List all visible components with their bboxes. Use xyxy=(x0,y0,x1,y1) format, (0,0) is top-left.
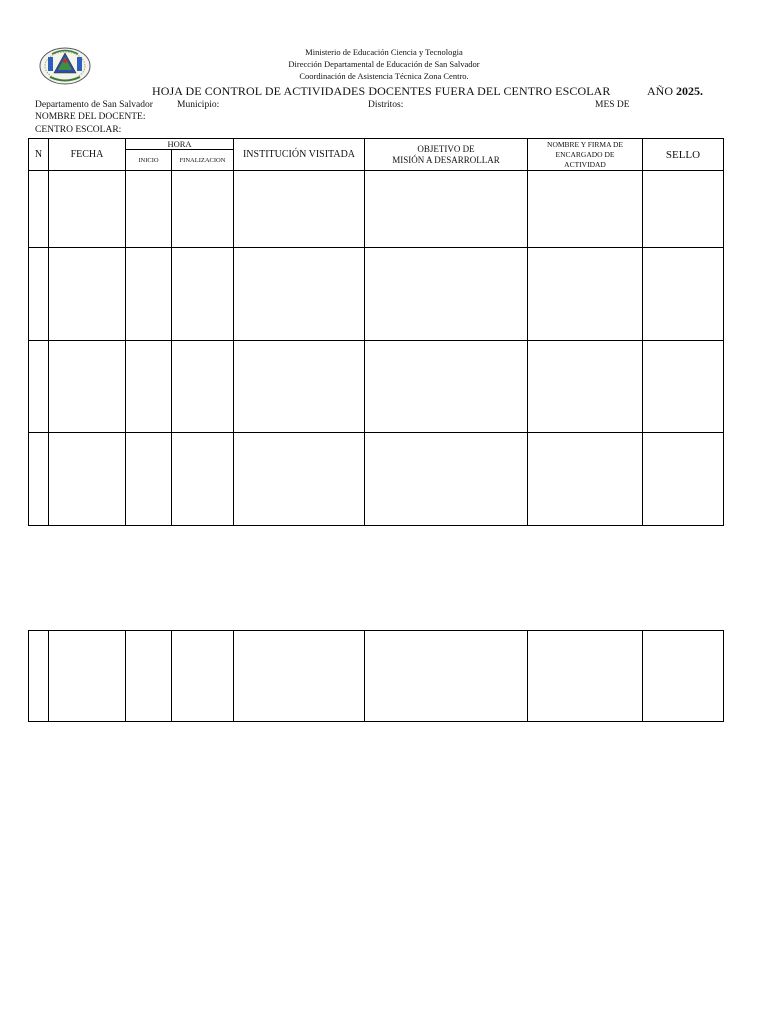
table-row xyxy=(29,171,724,248)
activities-table-continuation xyxy=(28,630,724,722)
cell-firma[interactable] xyxy=(528,341,643,433)
cell-sello[interactable] xyxy=(643,433,724,526)
form-title: HOJA DE CONTROL DE ACTIVIDADES DOCENTES FUERA DEL CENTRO ESCOLAR xyxy=(152,84,611,98)
year-label xyxy=(647,84,703,99)
cell-sello[interactable] xyxy=(643,341,724,433)
cell-firma[interactable] xyxy=(528,433,643,526)
cell-inicio[interactable] xyxy=(126,171,172,248)
col-n: N xyxy=(29,139,49,171)
cell-institucion[interactable] xyxy=(234,248,365,341)
municipio-label: Municipio: xyxy=(177,100,220,110)
cell-firma[interactable] xyxy=(528,248,643,341)
cell-fecha[interactable] xyxy=(49,171,126,248)
col-inicio: INICIO xyxy=(126,150,172,171)
col-objetivo xyxy=(365,139,528,171)
cell-objetivo[interactable] xyxy=(365,433,528,526)
cell-n[interactable] xyxy=(29,433,49,526)
cell-finalizacion[interactable] xyxy=(172,248,234,341)
cell-firma[interactable] xyxy=(528,631,643,722)
col-firma-line3: ACTIVIDAD xyxy=(564,159,606,169)
cell-firma[interactable] xyxy=(528,171,643,248)
cell-sello[interactable] xyxy=(643,631,724,722)
col-fecha: FECHA xyxy=(49,139,126,171)
year-label-text: AÑO xyxy=(647,84,673,98)
distritos-label: Distritos: xyxy=(368,100,404,110)
col-sello: SELLO xyxy=(643,139,724,171)
cell-objetivo[interactable] xyxy=(365,248,528,341)
cell-institucion[interactable] xyxy=(234,433,365,526)
cell-finalizacion[interactable] xyxy=(172,631,234,722)
cell-fecha[interactable] xyxy=(49,248,126,341)
cell-sello[interactable] xyxy=(643,171,724,248)
ministry-line: Ministerio de Educación Ciencia y Tecnologia xyxy=(305,47,463,57)
col-objetivo-line2: MISIÓN A DESARROLLAR xyxy=(392,154,500,165)
department-label: Departamento de San Salvador xyxy=(35,100,153,110)
cell-sello[interactable] xyxy=(643,248,724,341)
col-objetivo-line1: OBJETIVO DE xyxy=(417,143,475,154)
col-firma-line1: NOMBRE Y FIRMA DE xyxy=(547,139,623,149)
cell-inicio[interactable] xyxy=(126,433,172,526)
table-row xyxy=(29,341,724,433)
table-row xyxy=(29,631,724,722)
table-row xyxy=(29,248,724,341)
col-firma-line2: ENCARGADO DE xyxy=(555,149,615,159)
cell-n[interactable] xyxy=(29,248,49,341)
header-row xyxy=(29,139,724,150)
cell-fecha[interactable] xyxy=(49,631,126,722)
year-value: 2025. xyxy=(676,84,703,98)
cell-fecha[interactable] xyxy=(49,341,126,433)
table-row xyxy=(29,433,724,526)
direction-line: Dirección Departamental de Educación de San Salvador xyxy=(288,59,480,69)
cell-objetivo[interactable] xyxy=(365,631,528,722)
col-hora: HORA xyxy=(126,139,234,150)
nombre-docente-label: NOMBRE DEL DOCENTE: xyxy=(35,112,146,122)
centro-escolar-label: CENTRO ESCOLAR: xyxy=(35,125,122,135)
cell-inicio[interactable] xyxy=(126,248,172,341)
cell-finalizacion[interactable] xyxy=(172,341,234,433)
col-firma xyxy=(528,139,643,171)
col-finalizacion: FINALIZACION xyxy=(172,150,234,171)
cell-inicio[interactable] xyxy=(126,631,172,722)
cell-institucion[interactable] xyxy=(234,631,365,722)
cell-n[interactable] xyxy=(29,631,49,722)
cell-n[interactable] xyxy=(29,341,49,433)
cell-institucion[interactable] xyxy=(234,171,365,248)
mes-label: MES DE xyxy=(595,100,630,110)
cell-finalizacion[interactable] xyxy=(172,433,234,526)
cell-fecha[interactable] xyxy=(49,433,126,526)
col-institucion: INSTITUCIÓN VISITADA xyxy=(234,139,365,171)
cell-objetivo[interactable] xyxy=(365,341,528,433)
cell-n[interactable] xyxy=(29,171,49,248)
cell-institucion[interactable] xyxy=(234,341,365,433)
cell-inicio[interactable] xyxy=(126,341,172,433)
cell-objetivo[interactable] xyxy=(365,171,528,248)
activities-table xyxy=(28,138,724,526)
cell-finalizacion[interactable] xyxy=(172,171,234,248)
coordination-line: Coordinación de Asistencia Técnica Zona Centro. xyxy=(299,71,469,81)
